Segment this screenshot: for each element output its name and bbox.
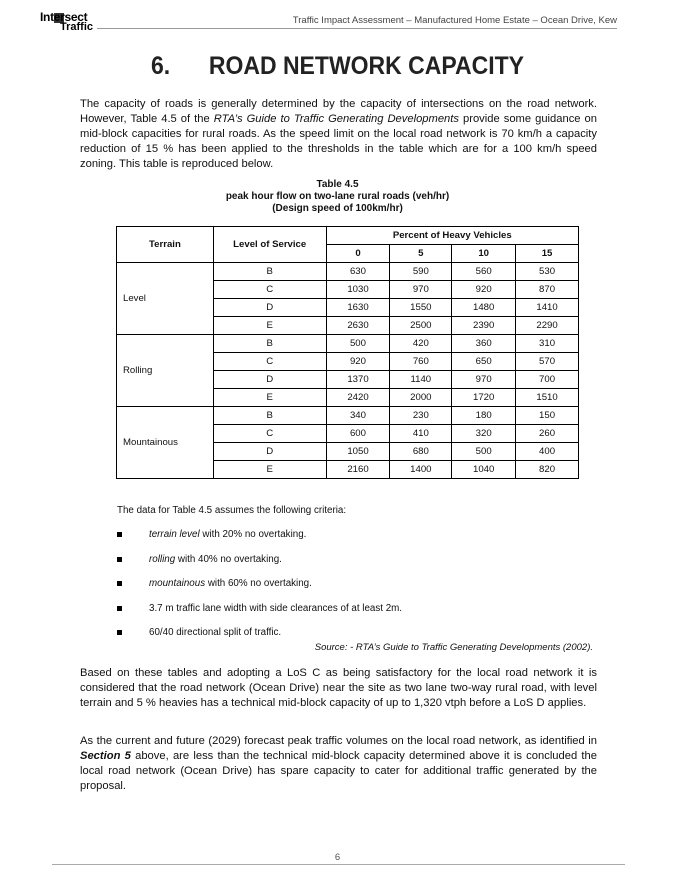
bullet-square-icon	[117, 630, 122, 635]
capacity-cell: 360	[452, 335, 516, 353]
capacity-cell: 2390	[452, 317, 516, 335]
capacity-cell: 680	[390, 443, 452, 461]
terrain-cell: Level	[117, 263, 214, 335]
los-cell: C	[213, 281, 326, 299]
table-row	[117, 407, 579, 425]
table-caption-number: Table 4.5	[316, 179, 359, 190]
capacity-cell: 260	[516, 425, 579, 443]
capacity-cell: 1050	[326, 443, 390, 461]
criteria-text: with 60% no overtaking.	[205, 578, 312, 589]
running-header: Traffic Impact Assessment – Manufactured Home Estate – Ocean Drive, Kew	[292, 15, 617, 26]
capacity-cell: 2160	[326, 461, 390, 479]
capacity-cell: 760	[390, 353, 452, 371]
capacity-cell: 150	[516, 407, 579, 425]
company-logo	[40, 10, 98, 34]
capacity-cell: 2000	[390, 389, 452, 407]
capacity-cell: 1630	[326, 299, 390, 317]
criteria-list	[116, 523, 402, 646]
terrain-cell: Rolling	[117, 335, 214, 407]
header-pct-0: 0	[326, 245, 390, 263]
conclusion-text-1: As the current and future (2029) forecast peak traffic volumes on the local road network, as identified in	[80, 735, 597, 747]
capacity-cell: 820	[516, 461, 579, 479]
capacity-cell: 230	[390, 407, 452, 425]
capacity-cell: 410	[390, 425, 452, 443]
los-paragraph: Based on these tables and adopting a LoS C as being satisfactory for the local road network it is considered that the road network (Ocean Drive) near the site as two lane two-way rural road, with level terrain and 5 % heavies has a technical mid-block capacity of up to 1,320 vtph before a LoS D applies.	[80, 667, 597, 709]
header-rule	[97, 28, 617, 29]
table-caption	[0, 179, 675, 215]
criteria-text: with 40% no overtaking.	[175, 553, 282, 565]
capacity-cell: 2630	[326, 317, 390, 335]
bullet-square-icon	[117, 606, 122, 611]
los-cell: D	[213, 299, 326, 317]
table-caption-subtitle: (Design speed of 100km/hr)	[272, 203, 403, 214]
capacity-cell: 500	[326, 335, 390, 353]
criteria-intro: The data for Table 4.5 assumes the following criteria:	[117, 505, 347, 516]
terrain-cell: Mountainous	[117, 407, 214, 479]
table-row	[117, 335, 579, 353]
capacity-cell: 700	[516, 371, 579, 389]
table-caption-title: peak hour flow on two-lane rural roads (veh/hr)	[225, 191, 450, 202]
list-item	[116, 597, 402, 622]
intro-guide-title: RTA’s Guide to Traffic Generating Developments	[213, 113, 459, 125]
los-cell: E	[213, 461, 326, 479]
capacity-cell: 650	[452, 353, 516, 371]
capacity-cell: 1510	[516, 389, 579, 407]
criteria-text: with 20% no overtaking.	[199, 529, 307, 540]
section-heading	[27, 52, 648, 81]
los-cell: C	[213, 353, 326, 371]
bullet-square-icon	[117, 532, 122, 537]
criteria-term: rolling	[149, 553, 176, 565]
intro-text-2: provide some guidance on mid-block capacities for rural roads. As the speed limit on the local road network is 70 km/h a capacity reduction of 15 % has been applied to the thresholds in the table which are for a 100 km/h speed zoning. This table is reproduced below.	[80, 113, 597, 170]
criteria-text: 3.7 m traffic lane width with side clearances of at least 2m.	[149, 602, 403, 614]
header-pct-10: 10	[452, 245, 516, 263]
criteria-term: mountainous	[149, 578, 206, 589]
los-cell: D	[213, 371, 326, 389]
table-row	[117, 263, 579, 281]
capacity-cell: 420	[390, 335, 452, 353]
capacity-cell: 320	[452, 425, 516, 443]
capacity-cell: 1040	[452, 461, 516, 479]
header-los: Level of Service	[213, 227, 326, 263]
header-terrain: Terrain	[117, 227, 214, 263]
section-title: ROAD NETWORK CAPACITY	[208, 52, 525, 80]
bullet-square-icon	[117, 581, 122, 586]
header-heavy-vehicles: Percent of Heavy Vehicles	[326, 227, 578, 245]
capacity-cell: 970	[390, 281, 452, 299]
los-cell: E	[213, 389, 326, 407]
conclusion-paragraph	[80, 734, 597, 794]
list-item	[116, 523, 402, 548]
capacity-cell: 310	[516, 335, 579, 353]
los-cell: B	[213, 335, 326, 353]
capacity-cell: 180	[452, 407, 516, 425]
capacity-cell: 2420	[326, 389, 390, 407]
header-pct-15: 15	[516, 245, 579, 263]
table-source: Source: - RTA’s Guide to Traffic Generating Developments (2002).	[314, 642, 593, 653]
capacity-cell: 920	[452, 281, 516, 299]
conclusion-text-2: above, are less than the technical mid-block capacity determined above it is concluded the local road network (Ocean Drive) has spare capacity to cater for additional traffic generated by the proposal.	[80, 750, 597, 792]
criteria-text: 60/40 directional split of traffic.	[149, 627, 282, 638]
los-cell: B	[213, 263, 326, 281]
capacity-table	[116, 226, 579, 479]
capacity-cell: 1410	[516, 299, 579, 317]
capacity-cell: 1370	[326, 371, 390, 389]
intro-text-1: The capacity of roads is generally determined by the capacity of intersections on the road network. However, Table 4.5 of the	[80, 98, 597, 125]
capacity-cell: 1140	[390, 371, 452, 389]
capacity-cell: 2290	[516, 317, 579, 335]
capacity-cell: 2500	[390, 317, 452, 335]
capacity-cell: 570	[516, 353, 579, 371]
section-number: 6.	[150, 52, 171, 80]
capacity-cell: 560	[452, 263, 516, 281]
footer-rule	[52, 864, 625, 865]
los-cell: D	[213, 443, 326, 461]
los-cell: C	[213, 425, 326, 443]
capacity-cell: 340	[326, 407, 390, 425]
capacity-cell: 920	[326, 353, 390, 371]
capacity-cell: 600	[326, 425, 390, 443]
list-item	[116, 548, 402, 573]
header-pct-5: 5	[390, 245, 452, 263]
list-item	[116, 572, 402, 597]
capacity-cell: 1030	[326, 281, 390, 299]
capacity-cell: 530	[516, 263, 579, 281]
capacity-cell: 1550	[390, 299, 452, 317]
intro-paragraph	[80, 97, 597, 172]
los-cell: E	[213, 317, 326, 335]
capacity-cell: 590	[390, 263, 452, 281]
capacity-cell: 1720	[452, 389, 516, 407]
capacity-cell: 1480	[452, 299, 516, 317]
logo-line1: Intersect	[40, 10, 88, 24]
capacity-cell: 400	[516, 443, 579, 461]
capacity-cell: 1400	[390, 461, 452, 479]
capacity-cell: 500	[452, 443, 516, 461]
criteria-term: terrain level	[149, 529, 200, 540]
capacity-cell: 870	[516, 281, 579, 299]
page-number: 6	[334, 852, 341, 863]
capacity-cell: 970	[452, 371, 516, 389]
bullet-square-icon	[117, 557, 122, 562]
logo-line2: Traffic	[60, 21, 94, 33]
capacity-cell: 630	[326, 263, 390, 281]
section-reference: Section 5	[80, 750, 131, 762]
los-cell: B	[213, 407, 326, 425]
